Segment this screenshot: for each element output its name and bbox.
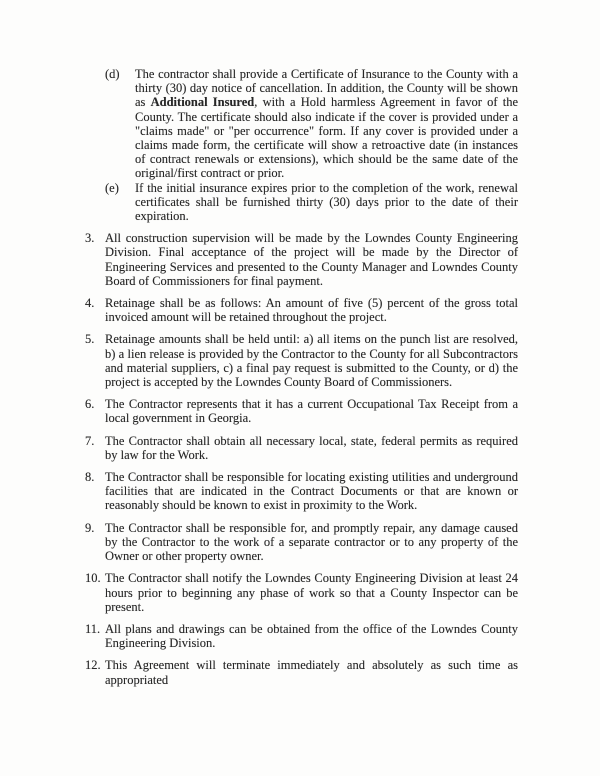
list-marker-6: 6. — [85, 397, 95, 412]
paragraph-text-11: All plans and drawings can be obtained from the office of the Lowndes County Engineering Division. — [105, 621, 518, 651]
paragraph-text-3: All construction supervision will be made by the Lowndes County Engineering Division. Final acceptance of the project will be made by the Director of Engineering Services and presented to the County Manager and Lowndes County Board of Commissioners for final payment. — [105, 231, 518, 288]
list-marker-5: 5. — [85, 332, 95, 347]
list-marker-e: (e) — [105, 180, 119, 195]
paragraph-text-10: The Contractor shall notify the Lowndes County Engineering Division at least 24 hours prior to beginning any phase of work so that a County Inspector can be present. — [105, 571, 518, 614]
list-marker-8: 8. — [85, 470, 95, 485]
text-segment-after: , with a Hold harmless Agreement in favor of the County. The certificate should also indicate if the cover is provided under a "claims made" or "per occurrence" form. If any cover is provided under a claims made form, the certificate will show a retroactive date (in instances of contract renewals or extensions), which should be the same date of the original/first contract or prior. — [135, 95, 519, 181]
list-marker-9: 9. — [85, 520, 95, 535]
list-item-11 — [85, 622, 518, 650]
document-content — [85, 67, 518, 687]
paragraph-text-e: If the initial insurance expires prior to the completion of the work, renewal certificates shall be furnished thirty (30) days prior to the date of their expiration. — [135, 180, 518, 224]
list-item-10 — [85, 571, 518, 614]
list-item-5 — [85, 332, 518, 389]
list-item-9 — [85, 521, 518, 564]
list-item-12 — [85, 658, 518, 686]
list-item-d — [105, 67, 518, 181]
paragraph-text-8: The Contractor shall be responsible for locating existing utilities and underground facilities that are indicated in the Contract Documents or that are known or reasonably should be known to exist in proximity to the Work. — [105, 470, 518, 513]
paragraph-text-7: The Contractor shall obtain all necessary local, state, federal permits as required by law for the Work. — [105, 433, 518, 462]
list-marker-4: 4. — [85, 296, 95, 311]
list-marker-12: 12. — [85, 658, 101, 673]
list-marker-3: 3. — [85, 231, 95, 246]
list-marker-d: (d) — [105, 67, 120, 81]
list-marker-7: 7. — [85, 433, 95, 448]
paragraph-text-d — [135, 67, 518, 181]
paragraph-text-9: The Contractor shall be responsible for, and promptly repair, any damage caused by the Contractor to the work of a separate contractor or to any property of the Owner or other property owner. — [105, 520, 518, 564]
list-item-8 — [85, 470, 518, 513]
list-item-3 — [85, 231, 518, 288]
text-segment-before: The contractor shall provide a Certificate of Insurance to the County with a thirty (30) day notice of cancellation. In addition, the County will be shown as — [135, 67, 518, 110]
list-item-e — [105, 181, 518, 224]
list-item-7 — [85, 434, 518, 462]
bold-phrase-additional-insured: Additional Insured — [150, 95, 255, 110]
list-marker-10: 10. — [85, 571, 101, 586]
list-item-6 — [85, 397, 518, 425]
list-item-4 — [85, 296, 518, 324]
lettered-sub-list — [105, 67, 518, 223]
paragraph-text-12: This Agreement will terminate immediately and absolutely as such time as appropriated — [105, 658, 518, 687]
list-marker-11: 11. — [85, 621, 101, 636]
paragraph-text-5: Retainage amounts shall be held until: a) all items on the punch list are resolved, b) a lien release is provided by the Contractor to the County for all Subcontractors and material suppliers, c) a final pay request is submitted to the County, or d) the project is accepted by the Lowndes County Board of Commissioners. — [105, 332, 518, 390]
paragraph-text-6: The Contractor represents that it has a current Occupational Tax Receipt from a local government in Georgia. — [105, 397, 518, 426]
paragraph-text-4: Retainage shall be as follows: An amount of five (5) percent of the gross total invoiced amount will be retained throughout the project. — [105, 296, 518, 325]
numbered-clause-list — [85, 231, 518, 686]
